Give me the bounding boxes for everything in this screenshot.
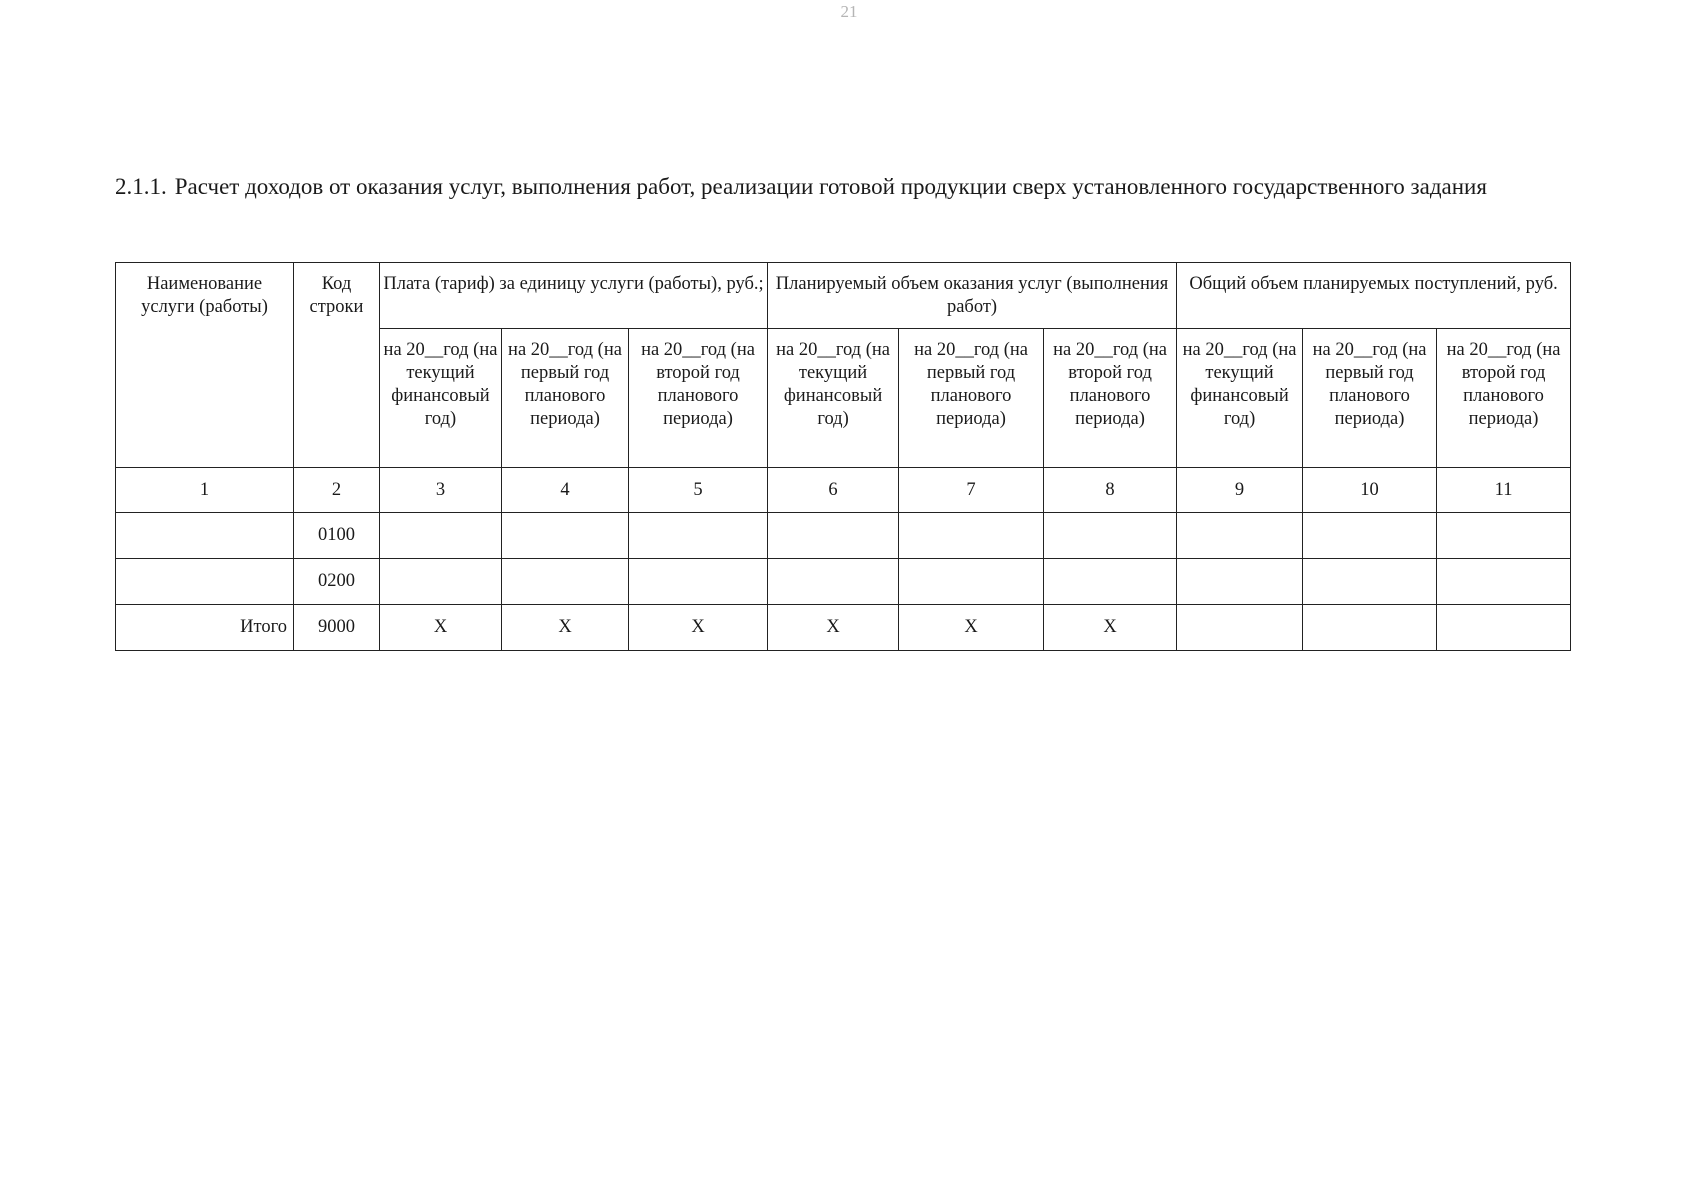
subheader-cell: на 20__год (на второй год планового периода)	[629, 329, 768, 468]
data-cell	[380, 559, 502, 605]
data-cell: X	[768, 605, 899, 651]
subheader-cell: на 20__год (на текущий финансовый год)	[1177, 329, 1303, 468]
data-cell	[380, 513, 502, 559]
table-row-total	[116, 605, 1571, 651]
data-cell: X	[1044, 605, 1177, 651]
subheader-cell: на 20__год (на первый год планового периода)	[1303, 329, 1437, 468]
data-cell: X	[899, 605, 1044, 651]
column-number: 5	[629, 468, 768, 513]
column-number: 9	[1177, 468, 1303, 513]
column-number: 2	[294, 468, 380, 513]
page-number: 21	[840, 2, 858, 21]
row-name-cell	[116, 559, 294, 605]
column-number: 1	[116, 468, 294, 513]
data-cell	[1177, 605, 1303, 651]
data-cell	[1177, 559, 1303, 605]
data-cell	[1303, 559, 1437, 605]
column-number: 6	[768, 468, 899, 513]
section-number: 2.1.1.	[115, 174, 167, 199]
column-number: 3	[380, 468, 502, 513]
subheader-cell: на 20__год (на второй год планового периода)	[1044, 329, 1177, 468]
data-cell	[768, 513, 899, 559]
subheader-cell: на 20__год (на второй год планового периода)	[1437, 329, 1571, 468]
row-name-cell	[116, 513, 294, 559]
column-number: 4	[502, 468, 629, 513]
data-cell	[899, 513, 1044, 559]
header-group-volume: Планируемый объем оказания услуг (выполнения работ)	[768, 263, 1177, 329]
data-cell	[629, 559, 768, 605]
data-cell	[768, 559, 899, 605]
column-number: 8	[1044, 468, 1177, 513]
data-cell	[1303, 513, 1437, 559]
table-header-row	[116, 263, 1571, 329]
data-cell	[1044, 559, 1177, 605]
data-cell: X	[629, 605, 768, 651]
row-code-cell: 0100	[294, 513, 380, 559]
data-cell: X	[502, 605, 629, 651]
header-row-code: Код строки	[294, 263, 380, 468]
data-cell	[502, 559, 629, 605]
header-service-name: Наименование услуги (работы)	[116, 263, 294, 468]
column-number: 11	[1437, 468, 1571, 513]
subheader-cell: на 20__год (на текущий финансовый год)	[768, 329, 899, 468]
data-cell	[1437, 605, 1571, 651]
total-label-cell: Итого	[116, 605, 294, 651]
row-code-cell: 0200	[294, 559, 380, 605]
column-number-row	[116, 468, 1571, 513]
subheader-cell: на 20__год (на текущий финансовый год)	[380, 329, 502, 468]
data-cell	[1177, 513, 1303, 559]
data-cell	[629, 513, 768, 559]
row-code-cell: 9000	[294, 605, 380, 651]
data-cell	[1303, 605, 1437, 651]
subheader-cell: на 20__год (на первый год планового периода)	[502, 329, 629, 468]
data-cell	[502, 513, 629, 559]
table-row-0100	[116, 513, 1571, 559]
header-group-income: Общий объем планируемых поступлений, руб.	[1177, 263, 1571, 329]
data-cell	[1437, 559, 1571, 605]
section-title-text: Расчет доходов от оказания услуг, выполнения работ, реализации готовой продукции сверх установленного государственного задания	[174, 174, 1487, 199]
column-number: 10	[1303, 468, 1437, 513]
data-cell	[899, 559, 1044, 605]
data-cell	[1437, 513, 1571, 559]
data-cell: X	[380, 605, 502, 651]
header-group-tariff: Плата (тариф) за единицу услуги (работы), руб.;	[380, 263, 768, 329]
income-calculation-table	[115, 262, 1571, 651]
column-number: 7	[899, 468, 1044, 513]
table-row-0200	[116, 559, 1571, 605]
subheader-cell: на 20__год (на первый год планового периода)	[899, 329, 1044, 468]
data-cell	[1044, 513, 1177, 559]
section-title	[115, 172, 1599, 202]
